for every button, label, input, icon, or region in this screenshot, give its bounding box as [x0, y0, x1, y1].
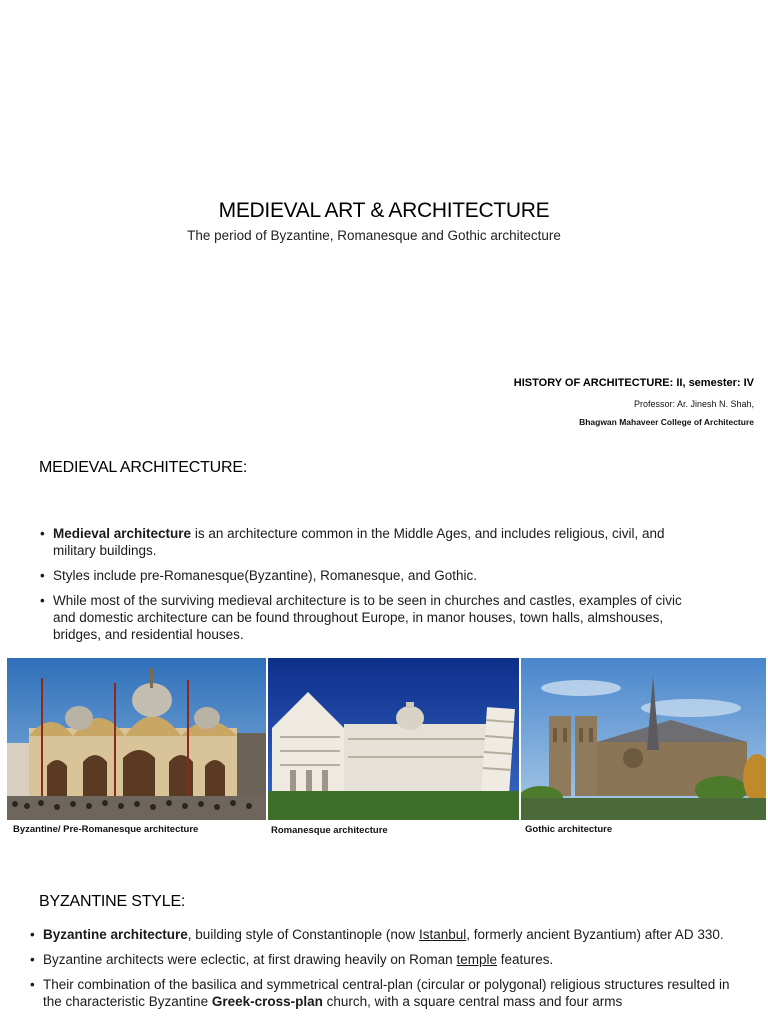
medieval-bullet-list — [38, 525, 698, 651]
bullet-text: Byzantine architects were eclectic, at first drawing heavily on Roman — [43, 952, 457, 967]
bullet-text: , building style of Constantinople (now — [187, 927, 419, 942]
bullet-text: features. — [496, 952, 554, 967]
bullet-text: is an architecture common in the Middle Ages, and includes religious, civil, and military buildings. — [53, 526, 665, 558]
bold-term: Greek-cross-plan — [211, 994, 323, 1009]
gothic-photo — [521, 658, 766, 820]
list-item — [38, 525, 698, 559]
byzantine-bullet-list — [28, 926, 738, 1018]
list-item — [38, 592, 698, 643]
list-item — [38, 567, 698, 584]
romanesque-photo — [268, 658, 519, 820]
romanesque-caption: Romanesque architecture — [271, 825, 388, 836]
gothic-caption: Gothic architecture — [525, 824, 613, 835]
medieval-heading: MEDIEVAL ARCHITECTURE: — [39, 459, 248, 476]
bullet-text: While most of the surviving medieval architecture is to be seen in churches and castles, examples of civic and domestic architecture can be found throughout Europe, in manor houses, town halls, almshouses, bridges, and residential houses. — [53, 593, 682, 642]
list-item — [28, 951, 738, 968]
bullet-text: Styles include pre-Romanesque(Byzantine), Romanesque, and Gothic. — [53, 568, 477, 583]
college-name: Bhagwan Mahaveer College of Architecture — [579, 417, 754, 427]
page-subtitle: The period of Byzantine, Romanesque and Gothic architecture — [187, 228, 561, 243]
istanbul-link[interactable]: Istanbul — [418, 927, 467, 942]
course-name: HISTORY OF ARCHITECTURE: II, semester: IV — [513, 377, 754, 389]
bold-term: Medieval architecture — [53, 526, 192, 541]
byzantine-heading: BYZANTINE STYLE: — [39, 893, 186, 910]
byzantine-photo — [7, 658, 266, 820]
bullet-text: Their combination of the basilica and symmetrical central-plan (circular or polygonal) religious structures resulted in the characteristic Byzantine — [43, 977, 730, 1009]
bold-term: Byzantine architecture — [43, 927, 188, 942]
list-item — [28, 976, 738, 1010]
bullet-text: church, with a square central mass and four arms — [322, 994, 623, 1009]
byzantine-caption: Byzantine/ Pre-Romanesque architecture — [13, 824, 199, 835]
bullet-text: , formerly ancient Byzantium) after AD 330. — [466, 927, 724, 942]
temple-link[interactable]: temple — [456, 952, 497, 967]
page-title: MEDIEVAL ART & ARCHITECTURE — [218, 199, 550, 222]
list-item — [28, 926, 738, 943]
professor-name: Professor: Ar. Jinesh N. Shah, — [633, 399, 754, 409]
